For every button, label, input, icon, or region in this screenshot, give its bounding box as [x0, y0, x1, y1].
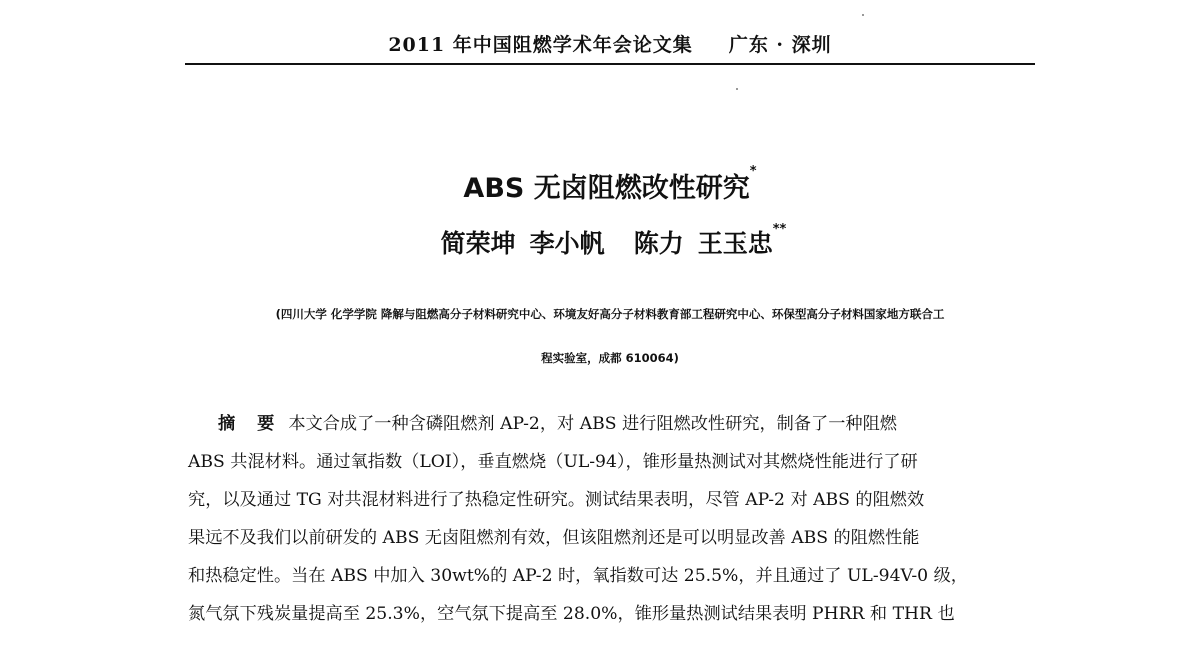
title-footnote-mark: * [749, 164, 757, 179]
author-name: 王玉忠 [697, 229, 773, 258]
affiliation-line: 程实验室，成都 610064) [541, 351, 679, 365]
author-footnote-mark: ** [772, 222, 787, 237]
author-list [185, 224, 1035, 260]
running-header [185, 30, 1035, 57]
scan-speck [862, 14, 864, 16]
abstract-text: 本文合成了一种含磷阻燃剂 AP-2，对 ABS 进行阻燃改性研究，制备了一种阻燃 [288, 414, 897, 434]
author-name: 简荣坤 [440, 229, 516, 258]
affiliation-line: (四川大学 化学学院 降解与阻燃高分子材料研究中心、环境友好高分子材料教育部工程研究中心、环保型高分子材料国家地方联合工 [275, 307, 945, 321]
abstract-line: 氮气氛下残炭量提高至 25.3%，空气氛下提高至 28.0%，锥形量热测试结果表明 PHRR 和 THR 也 [188, 604, 955, 624]
paper-title [185, 166, 1035, 205]
abstract-label: 摘 要 [218, 414, 283, 434]
author-name: 李小帆 [529, 229, 605, 258]
abstract-line: 和热稳定性。当在 ABS 中加入 30wt%的 AP-2 时，氧指数可达 25.5%，并且通过了 UL-94V-0 级， [188, 566, 968, 586]
abstract-line: 究，以及通过 TG 对共混材料进行了热稳定性研究。测试结果表明，尽管 AP-2 对 ABS 的阻燃效 [188, 490, 925, 510]
paper-title-text: ABS 无卤阻燃改性研究 [463, 173, 750, 204]
affiliation [185, 292, 1035, 380]
abstract [188, 405, 1034, 633]
scan-speck [736, 88, 738, 90]
proceedings-title: 2011 年中国阻燃学术年会论文集 [388, 34, 693, 56]
author-name: 陈力 [633, 229, 684, 258]
abstract-line [188, 405, 1034, 443]
abstract-line: 果远不及我们以前研发的 ABS 无卤阻燃剂有效，但该阻燃剂还是可以明显改善 ABS 的阻燃性能 [188, 528, 920, 548]
abstract-line: ABS 共混材料。通过氧指数（LOI），垂直燃烧（UL-94），锥形量热测试对其燃烧性能进行了研 [188, 452, 918, 472]
header-rule [185, 63, 1035, 65]
conference-location: 广东 · 深圳 [728, 34, 832, 56]
